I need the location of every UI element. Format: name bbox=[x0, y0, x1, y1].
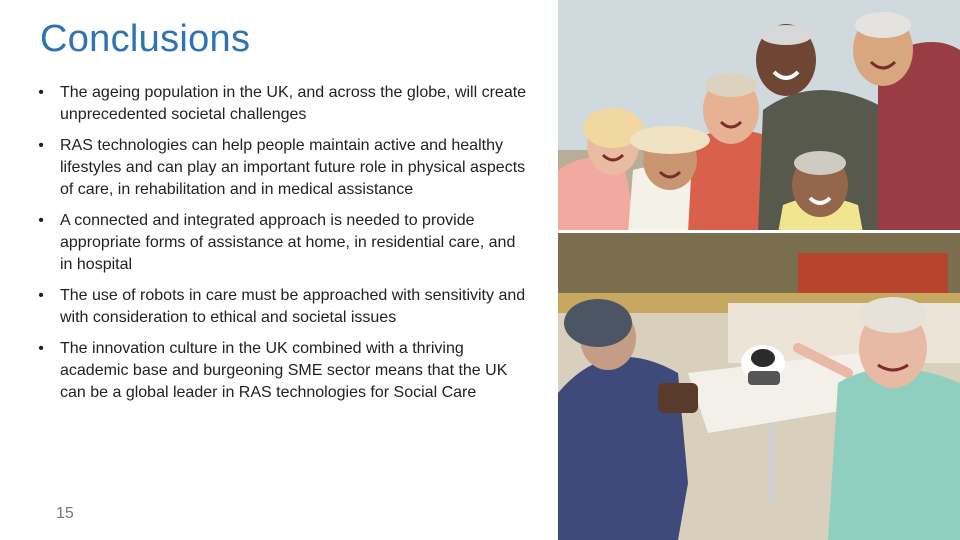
bullet-text: The use of robots in care must be approached with sensitivity and with consideration to ethical and societal issues bbox=[60, 287, 526, 326]
bullet-item bbox=[30, 82, 530, 126]
bullet-marker: • bbox=[38, 340, 44, 357]
bullet-marker: • bbox=[38, 137, 44, 154]
bullet-text: RAS technologies can help people maintain active and healthy lifestyles and can play an important future role in physical aspects of care, in rehabilitation and in medical assistance bbox=[60, 137, 526, 198]
bullet-text: The ageing population in the UK, and across the globe, will create unprecedented societal challenges bbox=[60, 84, 527, 123]
photo-seniors-group bbox=[558, 0, 960, 233]
bullet-item bbox=[30, 338, 530, 404]
bullet-item bbox=[30, 210, 530, 276]
bullet-item bbox=[30, 285, 530, 329]
bullet-text: A connected and integrated approach is needed to provide appropriate forms of assistance at home, in residential care, and in hospital bbox=[60, 212, 516, 273]
bullet-marker: • bbox=[38, 84, 44, 101]
bullet-marker: • bbox=[38, 212, 44, 229]
slide-title: Conclusions bbox=[40, 18, 251, 60]
bullet-text: The innovation culture in the UK combined with a thriving academic base and burgeoning SME sector means that the UK can be a global leader in RAS technologies for Social Care bbox=[60, 340, 508, 401]
photo-care-home-robot-illustration bbox=[558, 233, 960, 540]
bullet-item bbox=[30, 135, 530, 201]
photo-care-home-robot bbox=[558, 233, 960, 540]
page-number: 15 bbox=[56, 505, 74, 522]
bullet-marker: • bbox=[38, 287, 44, 304]
photo-seniors-group-illustration bbox=[558, 0, 960, 233]
bullet-list bbox=[30, 82, 530, 413]
